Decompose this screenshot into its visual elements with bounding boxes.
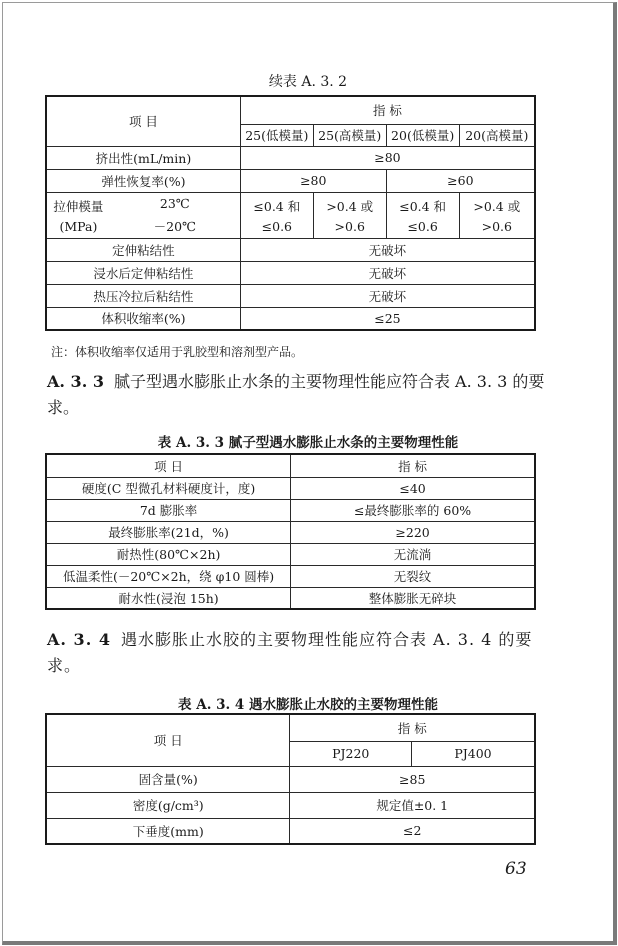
header-col-pj220: PJ220 [290, 741, 412, 766]
row-label: 7d 膨胀率 [46, 499, 291, 521]
row-label: 热压冷拉后粘结性 [46, 284, 240, 307]
row-value: ≤25 [240, 307, 535, 330]
row-label: 硬度(C 型微孔材料硬度计，度) [46, 477, 291, 499]
row-value: ≥80 [240, 169, 386, 192]
header-item: 项 目 [46, 96, 240, 146]
row-value: 无裂纹 [291, 565, 535, 587]
clause-text: 遇水膨胀止水胶的主要物理性能应符合表 A. 3. 4 的要求。 [47, 630, 533, 675]
row-label: 固含量(%) [46, 766, 290, 792]
row-value: 整体膨胀无碎块 [291, 587, 535, 609]
value-line: ≤0.6 [407, 218, 438, 234]
table-a34-caption: 表 A. 3. 4 遇水膨胀止水胶的主要物理性能 [178, 697, 438, 713]
table-a32-caption: 续表 A. 3. 2 [268, 74, 348, 90]
header-col-20-high: 20(高模量) [459, 124, 535, 146]
header-index: 指 标 [240, 96, 535, 124]
document-page [2, 2, 617, 945]
temp-hot: 23℃ [110, 192, 241, 215]
table-a34 [45, 713, 536, 845]
row-value: ≤2 [290, 818, 535, 844]
row-label: 低温柔性(－20℃×2h，绕 φ10 圆棒) [46, 565, 291, 587]
clause-number: A. 3. 4 [47, 630, 111, 649]
header-col-25-low: 25(低模量) [240, 124, 313, 146]
row-label: 耐水性(浸泡 15h) [46, 587, 291, 609]
row-label: 定伸粘结性 [46, 238, 240, 261]
clause-text: 腻子型遇水膨胀止水条的主要物理性能应符合表 A. 3. 3 的要求。 [47, 372, 545, 417]
row-value: 无破坏 [240, 261, 535, 284]
row-value: ≥220 [291, 521, 535, 543]
tensile-label [46, 192, 110, 238]
row-label: 弹性恢复率(%) [46, 169, 240, 192]
row-label: 密度(g/cm³) [46, 792, 290, 818]
row-label: 最终膨胀率(21d，%) [46, 521, 291, 543]
paragraph-a34 [47, 627, 547, 679]
row-value: 无破坏 [240, 284, 535, 307]
row-value: 规定值±0. 1 [290, 792, 535, 818]
value-line: >0.6 [334, 218, 365, 234]
row-value: ≤40 [291, 477, 535, 499]
clause-number: A. 3. 3 [47, 372, 104, 391]
tensile-value [313, 192, 386, 238]
header-col-pj400: PJ400 [411, 741, 535, 766]
value-line: ≤0.6 [261, 218, 292, 234]
header-index: 指 标 [291, 454, 535, 477]
row-label: 体积收缩率(%) [46, 307, 240, 330]
row-value: 无流淌 [291, 543, 535, 565]
value-line: ≤0.4 和 [253, 198, 301, 214]
value-line: >0.4 或 [473, 198, 521, 214]
temp-cold: －20℃ [110, 215, 241, 238]
row-value: ≥60 [386, 169, 535, 192]
paragraph-a33 [47, 369, 547, 421]
table-a32-note: 注：体积收缩率仅适用于乳胶型和溶剂型产品。 [51, 345, 304, 359]
header-item: 项 日 [46, 714, 290, 766]
header-col-25-high: 25(高模量) [313, 124, 386, 146]
value-line: >0.6 [481, 218, 512, 234]
header-index: 指 标 [290, 714, 535, 741]
tensile-value [240, 192, 313, 238]
row-value: ≥80 [240, 146, 535, 169]
table-a33 [45, 453, 536, 610]
row-value: 无破坏 [240, 238, 535, 261]
table-a32 [45, 95, 536, 331]
table-a33-caption: 表 A. 3. 3 腻子型遇水膨胀止水条的主要物理性能 [157, 435, 459, 451]
value-line: >0.4 或 [326, 198, 374, 214]
row-label: 耐热性(80℃×2h) [46, 543, 291, 565]
tensile-label-line1: 拉伸模量 [53, 198, 104, 214]
row-label: 挤出性(mL/min) [46, 146, 240, 169]
page-number: 63 [505, 859, 527, 879]
row-label: 浸水后定伸粘结性 [46, 261, 240, 284]
header-col-20-low: 20(低模量) [386, 124, 459, 146]
row-value: ≤最终膨胀率的 60% [291, 499, 535, 521]
tensile-value [459, 192, 535, 238]
header-item: 项 日 [46, 454, 291, 477]
value-line: ≤0.4 和 [399, 198, 447, 214]
row-value: ≥85 [290, 766, 535, 792]
row-label: 下垂度(mm) [46, 818, 290, 844]
tensile-value [386, 192, 459, 238]
tensile-label-line2: (MPa) [59, 218, 98, 234]
